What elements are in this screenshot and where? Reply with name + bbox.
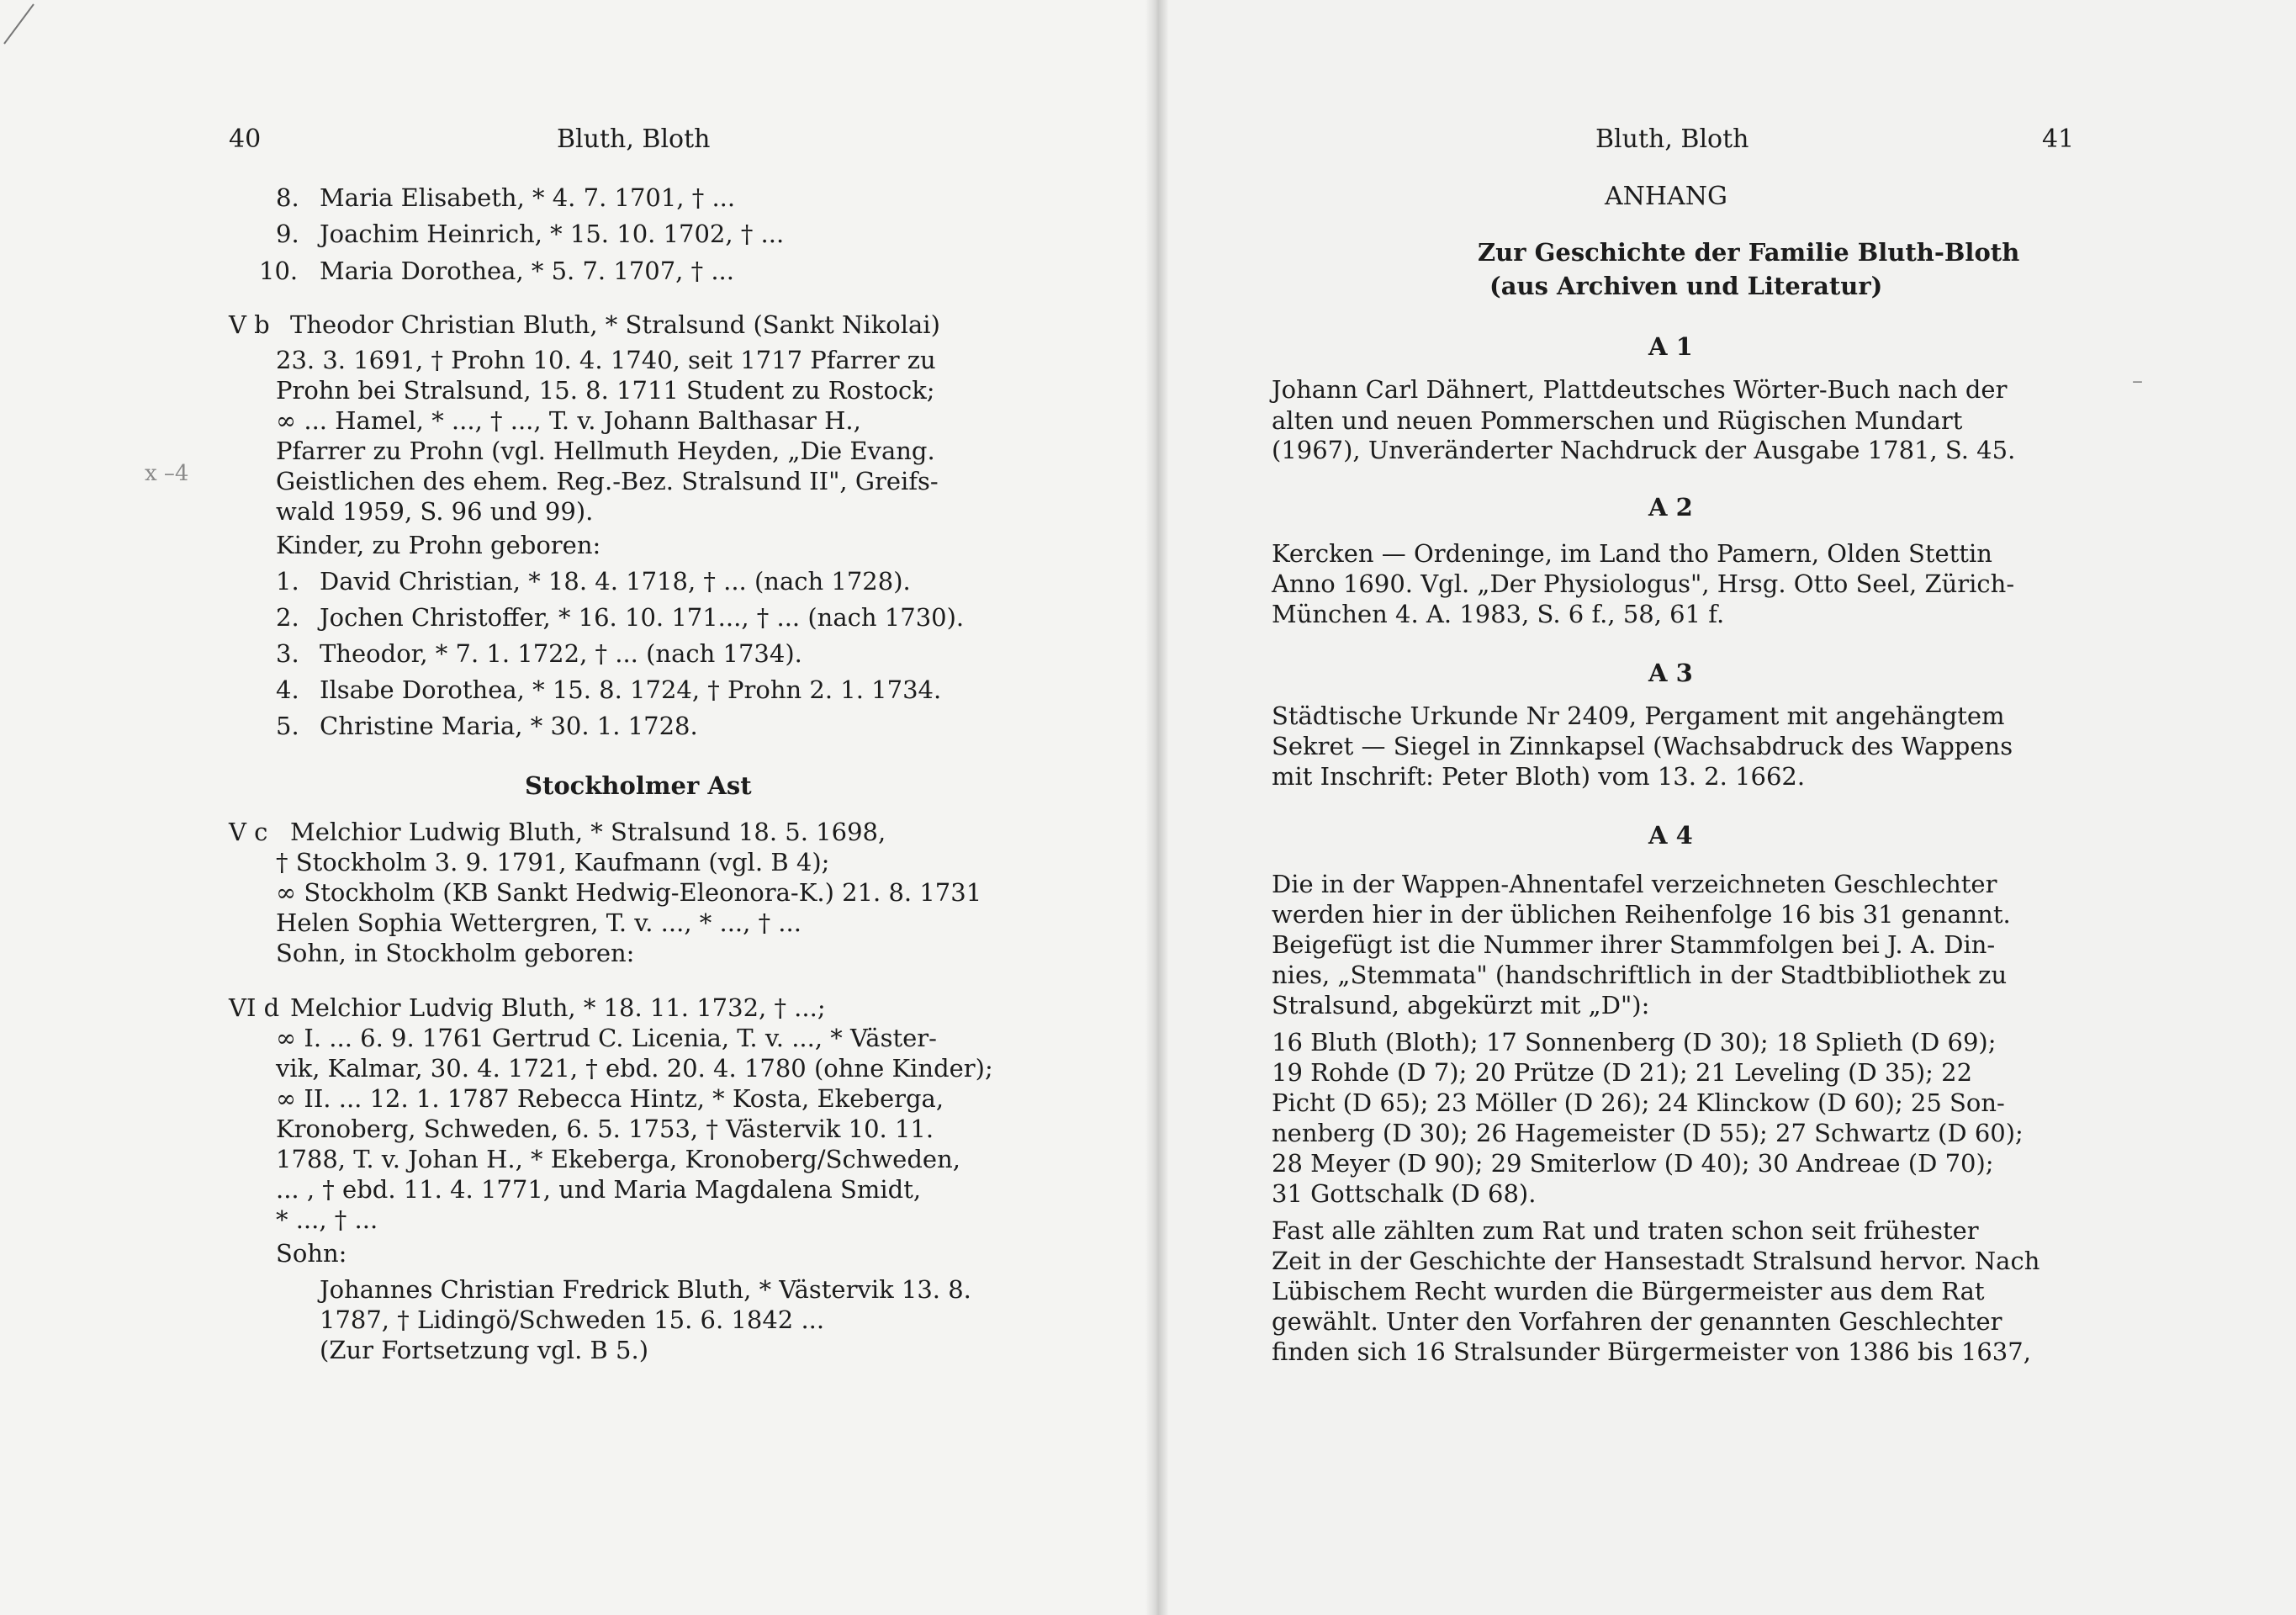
a4-line: 16 Bluth (Bloth); 17 Sonnenberg (D 30); 18 Splieth (D 69); — [1272, 1028, 1997, 1056]
a4-line: Stralsund, abgekürzt mit „D"): — [1272, 991, 1650, 1019]
son-label: Sohn: — [276, 1239, 347, 1268]
section-heading-a2: A 2 — [1648, 493, 1693, 522]
list-item-text: Ilsabe Dorothea, * 15. 8. 1724, † Prohn 2. 1. 1734. — [320, 675, 942, 704]
margin-pencil-marks: x –4 — [145, 461, 189, 486]
section-heading-a1: A 1 — [1648, 332, 1693, 361]
list-item-text: Maria Elisabeth, * 4. 7. 1701, † ... — [320, 183, 736, 212]
appendix-title: Zur Geschichte der Familie Bluth-Bloth — [1478, 238, 2020, 267]
section-heading-a4: A 4 — [1648, 821, 1693, 850]
margin-pencil-mark: – — [2132, 368, 2143, 394]
entry-label: V b — [229, 310, 270, 339]
list-item-text: David Christian, * 18. 4. 1718, † ... (nach 1728). — [320, 567, 911, 596]
a4-line: 28 Meyer (D 90); 29 Smiterlow (D 40); 30 Andreae (D 70); — [1272, 1149, 1994, 1178]
a4-line: nies, „Stemmata" (handschriftlich in der Stadtbibliothek zu — [1272, 961, 2008, 989]
a4-line: finden sich 16 Stralsunder Bürgermeister von 1386 bis 1637, — [1272, 1337, 2031, 1366]
entry-line: Sohn, in Stockholm geboren: — [276, 939, 635, 967]
son-line: 1787, † Lidingö/Schweden 15. 6. 1842 ... — [320, 1305, 825, 1334]
entry-line: ∞ II. ... 12. 1. 1787 Rebecca Hintz, * Kosta, Ekeberga, — [276, 1084, 944, 1113]
list-item-num: 1. — [276, 567, 299, 596]
a2-line: Kercken — Ordeninge, im Land tho Pamern, Olden Stettin — [1272, 539, 1992, 568]
entry-line: † Stockholm 3. 9. 1791, Kaufmann (vgl. B 4); — [276, 848, 830, 876]
a4-line: 31 Gottschalk (D 68). — [1272, 1179, 1537, 1208]
a2-line: München 4. A. 1983, S. 6 f., 58, 61 f. — [1272, 600, 1725, 628]
section-heading: Stockholmer Ast — [525, 771, 752, 800]
a4-line: Picht (D 65); 23 Möller (D 26); 24 Klinckow (D 60); 25 Son- — [1272, 1088, 2005, 1117]
list-item-text: Theodor, * 7. 1. 1722, † ... (nach 1734). — [320, 639, 802, 668]
page-number: 41 — [2042, 124, 2075, 154]
a3-line: Sekret — Siegel in Zinnkapsel (Wachsabdruck des Wappens — [1272, 732, 2013, 760]
page-number: 40 — [229, 124, 262, 154]
entry-line: ∞ Stockholm (KB Sankt Hedwig-Eleonora-K.) 21. 8. 1731 — [276, 878, 982, 907]
entry-line: Melchior Ludwig Bluth, * Stralsund 18. 5. 1698, — [290, 818, 886, 846]
running-head: Bluth, Bloth — [557, 124, 711, 154]
appendix-heading: ANHANG — [1605, 182, 1727, 211]
entry-line: Kronoberg, Schweden, 6. 5. 1753, † Västervik 10. 11. — [276, 1115, 934, 1143]
entry-line: wald 1959, S. 96 und 99). — [276, 497, 594, 526]
a4-line: nenberg (D 30); 26 Hagemeister (D 55); 27 Schwartz (D 60); — [1272, 1119, 2024, 1147]
entry-line: vik, Kalmar, 30. 4. 1721, † ebd. 20. 4. 1780 (ohne Kinder); — [276, 1054, 993, 1083]
entry-line: * ..., † ... — [276, 1205, 378, 1234]
running-head: Bluth, Bloth — [1595, 124, 1749, 154]
entry-line: Geistlichen des ehem. Reg.-Bez. Stralsund II", Greifs- — [276, 467, 939, 495]
son-line: (Zur Fortsetzung vgl. B 5.) — [320, 1336, 649, 1364]
entry-line: 23. 3. 1691, † Prohn 10. 4. 1740, seit 1717 Pfarrer zu — [276, 346, 936, 374]
a2-line: Anno 1690. Vgl. „Der Physiologus", Hrsg. Otto Seel, Zürich- — [1272, 569, 2015, 598]
list-item-text: Jochen Christoffer, * 16. 10. 171..., † ... (nach 1730). — [320, 603, 965, 632]
entry-line: Melchior Ludvig Bluth, * 18. 11. 1732, † ...; — [290, 993, 826, 1022]
list-item-num: 8. — [276, 183, 299, 212]
list-item-num: 4. — [276, 675, 299, 704]
appendix-subtitle: (aus Archiven und Literatur) — [1489, 272, 1883, 300]
entry-label: VI d — [229, 993, 280, 1022]
entry-label: V c — [229, 818, 268, 846]
corner-pencil-mark-icon — [0, 0, 50, 50]
right-page — [1156, 0, 2296, 1615]
list-item-num: 2. — [276, 603, 299, 632]
a4-line: gewählt. Unter den Vorfahren der genannten Geschlechter — [1272, 1307, 2002, 1336]
a4-line: Fast alle zählten zum Rat und traten schon seit frühester — [1272, 1216, 1979, 1245]
entry-line: ... , † ebd. 11. 4. 1771, und Maria Magdalena Smidt, — [276, 1175, 922, 1204]
entry-line: ∞ ... Hamel, * ..., † ..., T. v. Johann Balthasar H., — [276, 406, 861, 435]
section-heading-a3: A 3 — [1648, 659, 1693, 687]
a4-line: Beigefügt ist die Nummer ihrer Stammfolgen bei J. A. Din- — [1272, 930, 1996, 959]
children-intro: Kinder, zu Prohn geboren: — [276, 531, 601, 559]
a1-line: alten und neuen Pommerschen und Rügischen Mundart — [1272, 406, 1963, 435]
list-item-text: Maria Dorothea, * 5. 7. 1707, † ... — [320, 257, 734, 285]
a3-line: mit Inschrift: Peter Bloth) vom 13. 2. 1662. — [1272, 762, 1806, 791]
list-item-num: 5. — [276, 712, 299, 740]
list-item-num: 10. — [259, 257, 299, 285]
list-item-text: Joachim Heinrich, * 15. 10. 1702, † ... — [320, 220, 785, 248]
entry-line: Theodor Christian Bluth, * Stralsund (Sankt Nikolai) — [290, 310, 940, 339]
a4-line: Zeit in der Geschichte der Hansestadt Stralsund hervor. Nach — [1272, 1247, 2040, 1275]
a3-line: Städtische Urkunde Nr 2409, Pergament mit angehängtem — [1272, 702, 2005, 730]
a1-line: Johann Carl Dähnert, Plattdeutsches Wörter-Buch nach der — [1272, 375, 2008, 404]
a4-line: Lübischem Recht wurden die Bürgermeister aus dem Rat — [1272, 1277, 1985, 1305]
entry-line: ∞ I. ... 6. 9. 1761 Gertrud C. Licenia, T. v. ..., * Väster- — [276, 1024, 937, 1052]
entry-line: Pfarrer zu Prohn (vgl. Hellmuth Heyden, „Die Evang. — [276, 437, 935, 465]
list-item-num: 3. — [276, 639, 299, 668]
book-gutter — [1145, 0, 1169, 1615]
entry-line: Prohn bei Stralsund, 15. 8. 1711 Student zu Rostock; — [276, 376, 935, 405]
a4-line: werden hier in der üblichen Reihenfolge 16 bis 31 genannt. — [1272, 900, 2011, 929]
list-item-text: Christine Maria, * 30. 1. 1728. — [320, 712, 698, 740]
list-item-num: 9. — [276, 220, 299, 248]
a4-line: 19 Rohde (D 7); 20 Prütze (D 21); 21 Leveling (D 35); 22 — [1272, 1058, 1973, 1087]
a4-line: Die in der Wappen-Ahnentafel verzeichneten Geschlechter — [1272, 870, 1997, 898]
entry-line: 1788, T. v. Johan H., * Ekeberga, Kronoberg/Schweden, — [276, 1145, 960, 1173]
a1-line: (1967), Unveränderter Nachdruck der Ausgabe 1781, S. 45. — [1272, 436, 2016, 464]
entry-line: Helen Sophia Wettergren, T. v. ..., * ..., † ... — [276, 908, 801, 937]
son-line: Johannes Christian Fredrick Bluth, * Västervik 13. 8. — [320, 1275, 971, 1304]
